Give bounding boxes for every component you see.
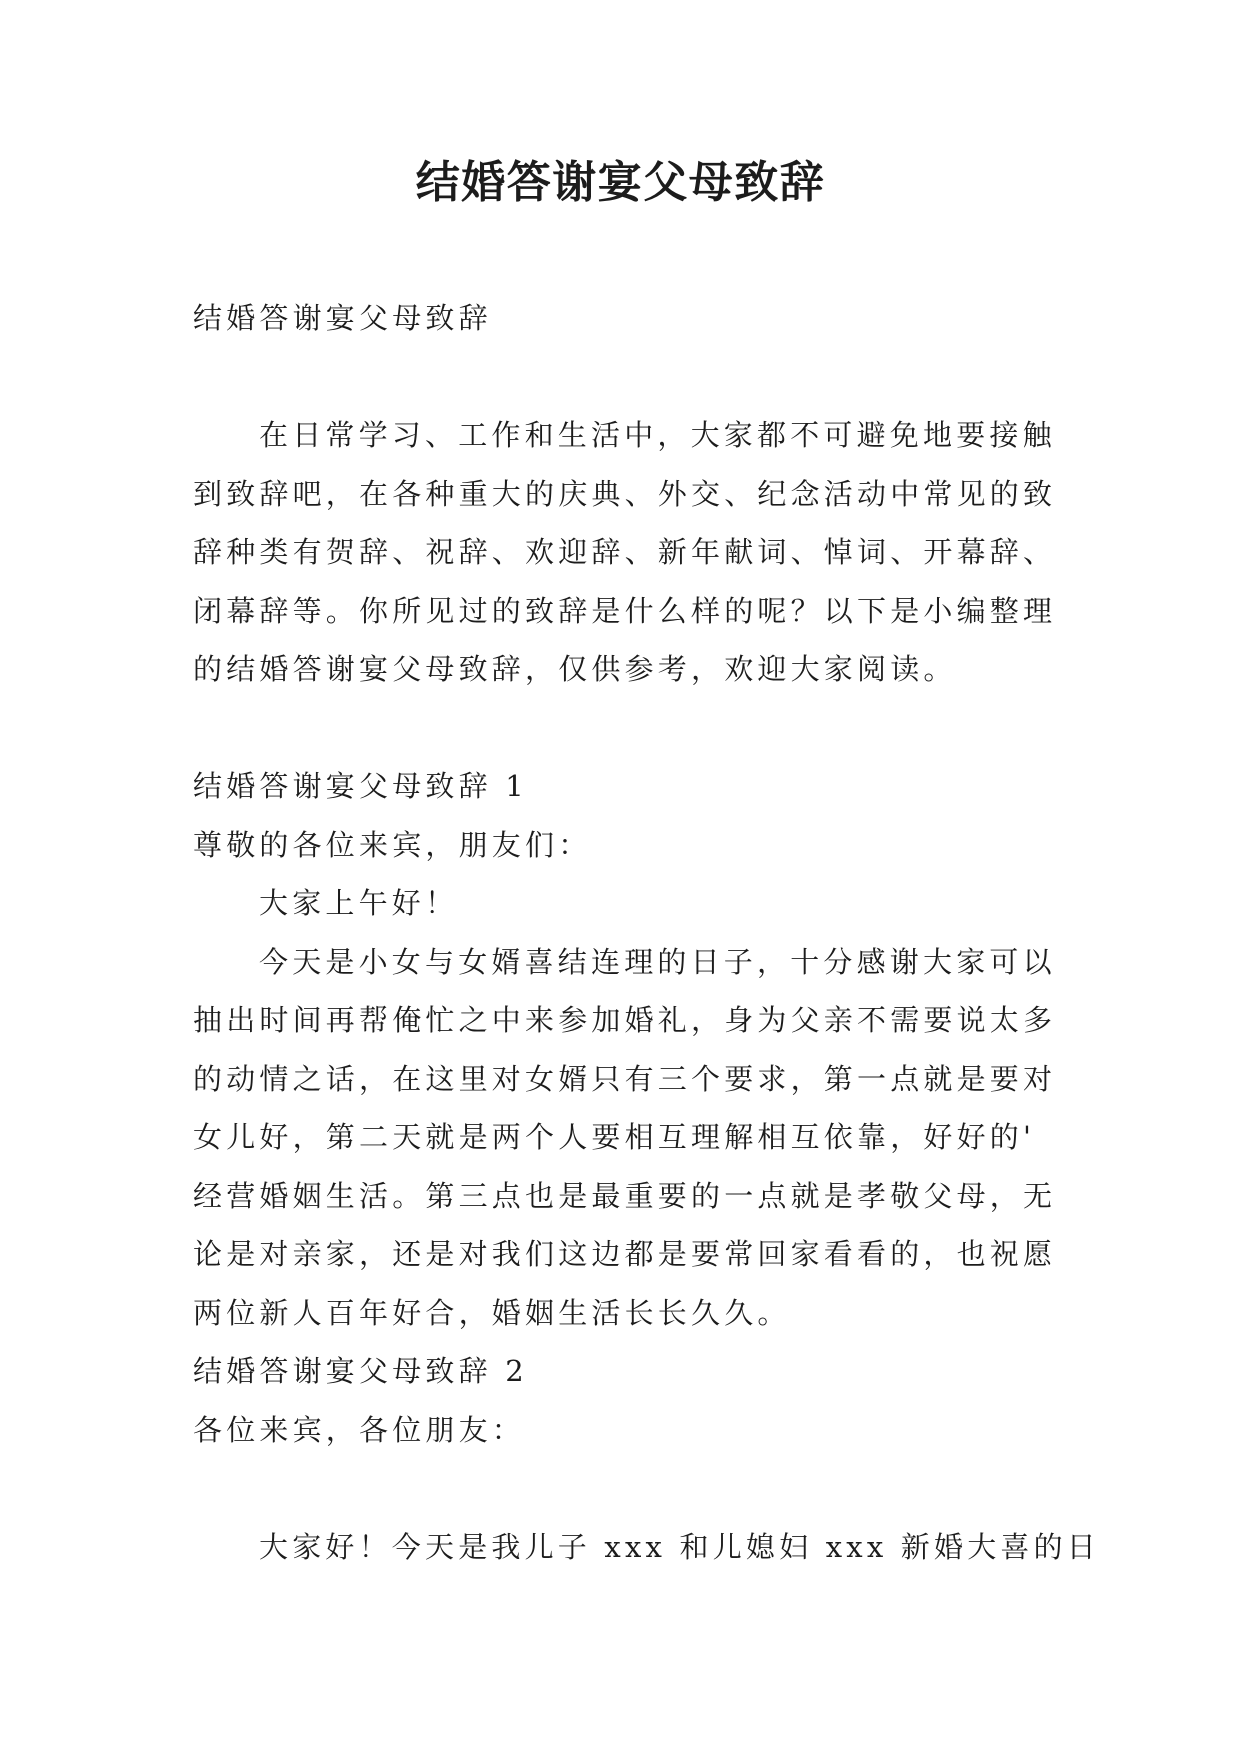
paragraph-line: 大家好！今天是我儿子 xxx 和儿媳妇 xxx 新婚大喜的日 <box>259 1529 1101 1564</box>
paragraph-line: 抽出时间再帮俺忙之中来参加婚礼，身为父亲不需要说太多 <box>193 1003 1057 1037</box>
speech-1-body <box>193 933 1093 1343</box>
paragraph-line: 女儿好，第二天就是两个人要相互理解相互依靠，好好的' <box>193 1120 1036 1154</box>
document-body <box>193 289 1101 1576</box>
speech-2-heading: 结婚答谢宴父母致辞 2 <box>193 1354 528 1388</box>
document-subtitle: 结婚答谢宴父母致辞 <box>193 301 492 335</box>
paragraph-line: 两位新人百年好合，婚姻生活长长久久。 <box>193 1295 791 1330</box>
paragraph-line: 闭幕辞等。你所见过的致辞是什么样的呢？以下是小编整理 <box>193 593 1057 628</box>
paragraph-line: 到致辞吧，在各种重大的庆典、外交、纪念活动中常见的致 <box>193 476 1057 511</box>
speech-1-greeting: 大家上午好！ <box>259 886 459 920</box>
paragraph-line: 的结婚答谢宴父母致辞，仅供参考，欢迎大家阅读。 <box>193 652 957 686</box>
paragraph-line: 今天是小女与女婿喜结连理的日子，十分感谢大家可以 <box>259 944 1056 979</box>
paragraph-line: 辞种类有贺辞、祝辞、欢迎辞、新年献词、悼词、开幕辞、 <box>193 535 1057 569</box>
intro-paragraph <box>193 406 1093 699</box>
paragraph-line: 经营婚姻生活。第三点也是最重要的一点就是孝敬父母，无 <box>193 1178 1057 1213</box>
paragraph-line: 在日常学习、工作和生活中，大家都不可避免地要接触 <box>259 418 1056 452</box>
speech-2-body <box>193 1518 1101 1577</box>
paragraph-line: 论是对亲家，还是对我们这边都是要常回家看看的，也祝愿 <box>193 1237 1057 1271</box>
speech-1-section <box>193 757 1093 1342</box>
speech-2-section <box>193 1342 1101 1576</box>
paragraph-line: 的动情之话，在这里对女婿只有三个要求，第一点就是要对 <box>193 1061 1057 1096</box>
speech-2-salutation: 各位来宾，各位朋友： <box>193 1412 526 1447</box>
speech-1-heading: 结婚答谢宴父母致辞 1 <box>193 769 528 803</box>
speech-1-salutation: 尊敬的各位来宾，朋友们： <box>193 827 592 862</box>
document-title: 结婚答谢宴父母致辞 <box>415 157 826 208</box>
